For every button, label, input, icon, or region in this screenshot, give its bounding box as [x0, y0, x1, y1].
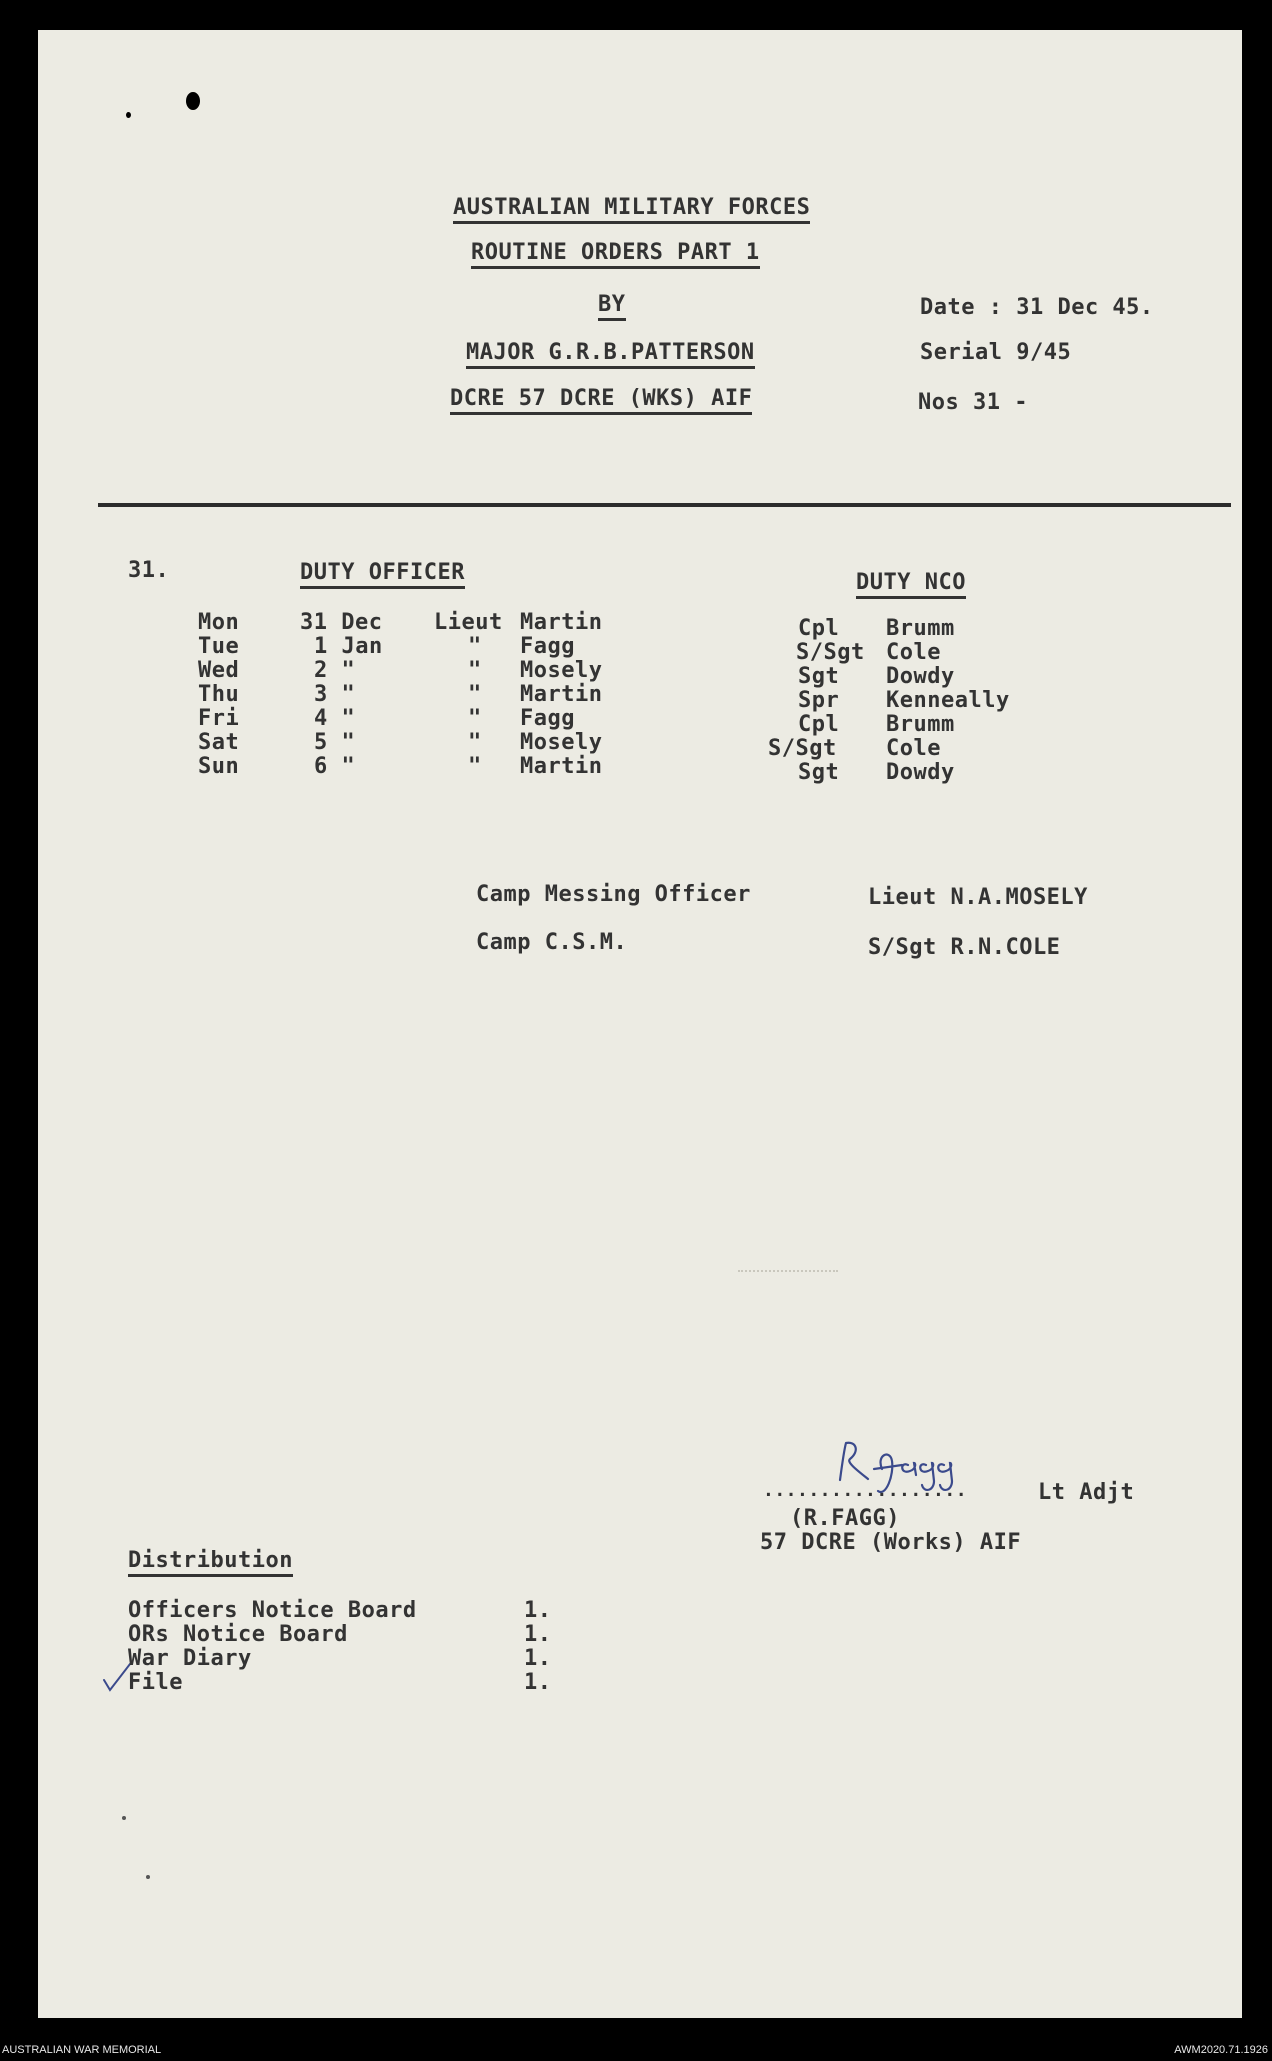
- appointment-role: Camp Messing Officer: [476, 882, 751, 907]
- duty-officer-name: Martin: [520, 610, 603, 635]
- distribution-item-qty: 1.: [524, 1622, 552, 1647]
- duty-date: 31 Dec: [300, 610, 383, 635]
- signature-name: (R.FAGG): [790, 1506, 900, 1531]
- duty-day: Thu: [198, 682, 240, 707]
- footer-reference: AWM2020.71.1926: [1174, 2044, 1268, 2056]
- nco-name: Dowdy: [886, 664, 955, 689]
- duty-officer-name: Fagg: [520, 634, 575, 659]
- duty-officer-name: Martin: [520, 682, 603, 707]
- duty-rank: ": [468, 658, 482, 683]
- nco-name: Kenneally: [886, 688, 1010, 713]
- duty-officer-heading: DUTY OFFICER: [300, 560, 465, 589]
- nco-name: Dowdy: [886, 760, 955, 785]
- order-nos: Nos 31 -: [918, 390, 1028, 415]
- nco-rank: Sgt: [798, 760, 840, 785]
- distribution-item-label: File: [128, 1670, 183, 1695]
- signature-dots: ..................: [763, 1480, 968, 1501]
- order-date: Date : 31 Dec 45.: [920, 295, 1154, 320]
- horizontal-divider: [98, 503, 1231, 507]
- duty-officer-name: Mosely: [520, 730, 603, 755]
- nco-rank: Sgt: [798, 664, 840, 689]
- duty-officer-name: Martin: [520, 754, 603, 779]
- document-page: [38, 30, 1242, 2018]
- punch-hole: [126, 112, 131, 118]
- distribution-item-qty: 1.: [524, 1646, 552, 1671]
- faint-dotted-mark: [738, 1270, 838, 1272]
- header-title: AUSTRALIAN MILITARY FORCES: [453, 195, 810, 224]
- duty-day: Sun: [198, 754, 240, 779]
- header-unit: DCRE 57 DCRE (WKS) AIF: [450, 386, 752, 415]
- duty-rank: Lieut: [434, 610, 503, 635]
- paper-speck: [122, 1816, 126, 1820]
- footer-credit: AUSTRALIAN WAR MEMORIAL: [2, 2044, 162, 2056]
- duty-nco-heading: DUTY NCO: [856, 570, 966, 599]
- distribution-item-qty: 1.: [524, 1598, 552, 1623]
- nco-name: Brumm: [886, 712, 955, 737]
- duty-date: 6 ": [314, 754, 356, 779]
- nco-rank: Spr: [798, 688, 840, 713]
- distribution-item-label: War Diary: [128, 1646, 252, 1671]
- paper-speck: [146, 1875, 150, 1879]
- duty-day: Fri: [198, 706, 240, 731]
- appointment-holder: Lieut N.A.MOSELY: [868, 885, 1088, 910]
- duty-rank: ": [468, 634, 482, 659]
- header-subtitle: ROUTINE ORDERS PART 1: [471, 240, 760, 269]
- duty-date: 5 ": [314, 730, 356, 755]
- nco-rank: Cpl: [798, 712, 840, 737]
- duty-rank: ": [468, 682, 482, 707]
- distribution-item-qty: 1.: [524, 1670, 552, 1695]
- distribution-heading: Distribution: [128, 1548, 293, 1577]
- nco-name: Cole: [886, 736, 941, 761]
- appointment-holder: S/Sgt R.N.COLE: [868, 935, 1061, 960]
- nco-rank: Cpl: [798, 616, 840, 641]
- duty-date: 4 ": [314, 706, 356, 731]
- header-officer: MAJOR G.R.B.PATTERSON: [466, 340, 755, 369]
- distribution-item-label: Officers Notice Board: [128, 1598, 417, 1623]
- nco-name: Cole: [886, 640, 941, 665]
- duty-day: Wed: [198, 658, 240, 683]
- signature-unit: 57 DCRE (Works) AIF: [760, 1530, 1022, 1555]
- duty-rank: ": [468, 730, 482, 755]
- duty-day: Mon: [198, 610, 240, 635]
- duty-date: 3 ": [314, 682, 356, 707]
- duty-day: Sat: [198, 730, 240, 755]
- duty-date: 2 ": [314, 658, 356, 683]
- nco-name: Brumm: [886, 616, 955, 641]
- duty-date: 1 Jan: [314, 634, 383, 659]
- distribution-item-label: ORs Notice Board: [128, 1622, 348, 1647]
- appointment-role: Camp C.S.M.: [476, 930, 628, 955]
- section-number: 31.: [128, 558, 170, 583]
- duty-day: Tue: [198, 634, 240, 659]
- duty-officer-name: Fagg: [520, 706, 575, 731]
- order-serial: Serial 9/45: [920, 340, 1072, 365]
- duty-rank: ": [468, 706, 482, 731]
- duty-rank: ": [468, 754, 482, 779]
- punch-hole: [186, 92, 200, 110]
- signature-title: Lt Adjt: [1038, 1480, 1135, 1505]
- nco-rank: S/Sgt: [768, 736, 837, 761]
- header-by: BY: [598, 292, 626, 321]
- nco-rank: S/Sgt: [796, 640, 865, 665]
- duty-officer-name: Mosely: [520, 658, 603, 683]
